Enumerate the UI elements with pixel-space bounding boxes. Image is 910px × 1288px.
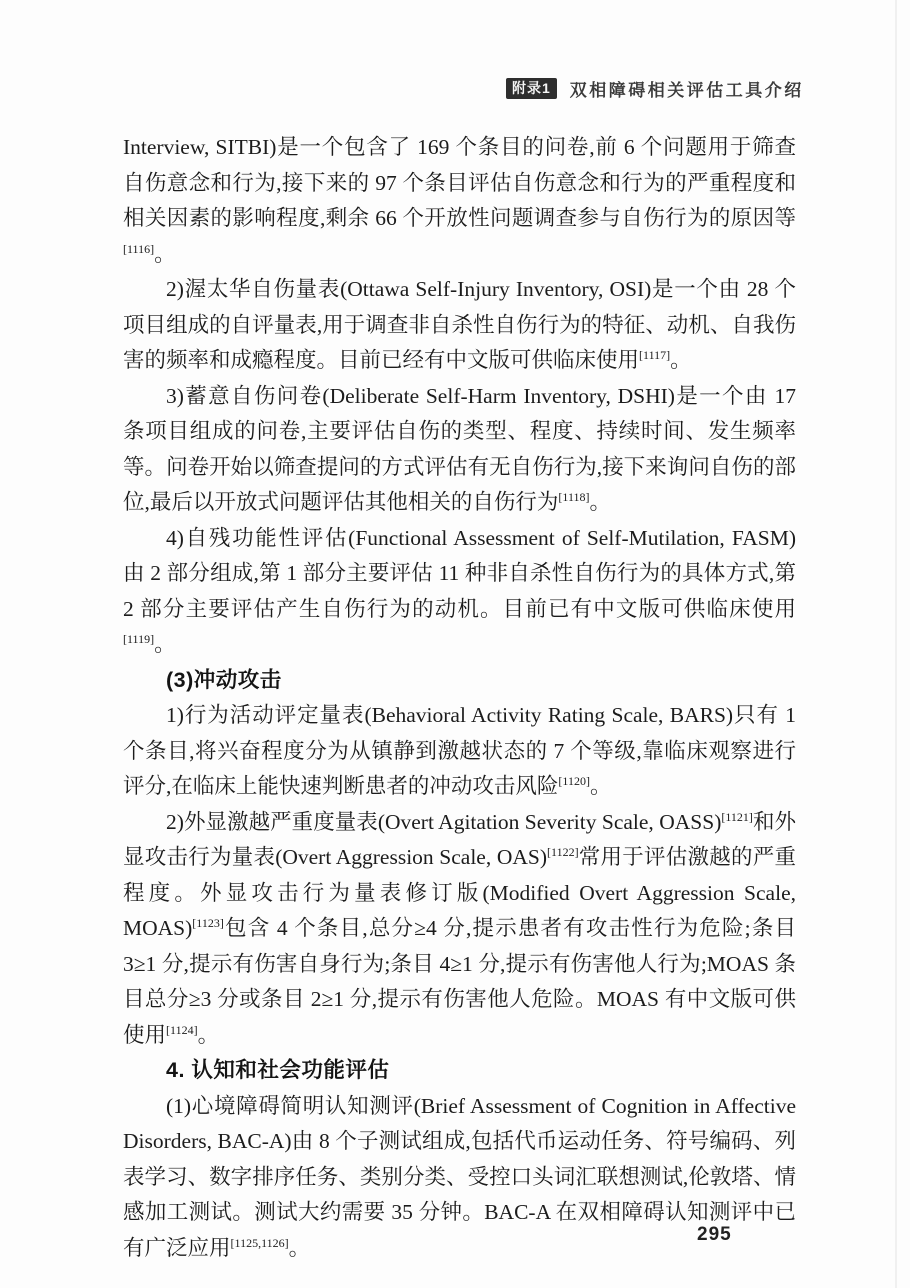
- citation-ref: [1120]: [558, 773, 590, 788]
- paragraph: Interview, SITBI)是一个包含了 169 个条目的问卷,前 6 个问题用于筛查自伤意念和行为,接下来的 97 个条目评估自伤意念和行为的严重程度和相关因素的影响程度,剩余 66 个开放性问题调查参与自伤行为的原因等[1116]。: [123, 135, 796, 266]
- paragraph: 2)渥太华自伤量表(Ottawa Self-Injury Inventory, OSI)是一个由 28 个项目组成的自评量表,用于调查非自杀性自伤行为的特征、动机、自我伤害的频率和成瘾程度。目前已经有中文版可供临床使用[1117]。: [123, 277, 796, 372]
- appendix-badge: 附录1: [506, 78, 557, 99]
- section-heading: 4. 认知和社会功能评估: [166, 1058, 390, 1082]
- paragraph: 3)蓄意自伤问卷(Deliberate Self-Harm Inventory, DSHI)是一个由 17 条项目组成的问卷,主要评估自伤的类型、程度、持续时间、发生频率等。问卷开始以筛查提问的方式评估有无自伤行为,接下来询问自伤的部位,最后以开放式问题评估其他相关的自伤行为[1118]。: [123, 383, 796, 514]
- paragraph: 2)外显激越严重度量表(Overt Agitation Severity Scale, OASS)[1121]和外显攻击行为量表(Overt Aggression Scale, OAS)[1122]常用于评估激越的严重程度。外显攻击行为量表修订版(Modified Overt Aggression Scale, MOAS)[1123]包含 4 个条目,总分≥4 分,提示患者有攻击性行为危险;条目 3≥1 分,提示有伤害自身行为;条目 4≥1 分,提示有伤害他人行为;MOAS 条目总分≥3 分或条目 2≥1 分,提示有伤害他人危险。MOAS 有中文版可供使用[1124]。: [123, 809, 796, 1047]
- paragraph: 1)行为活动评定量表(Behavioral Activity Rating Scale, BARS)只有 1 个条目,将兴奋程度分为从镇静到激越状态的 7 个等级,靠临床观察进行评分,在临床上能快速判断患者的冲动攻击风险[1120]。: [123, 703, 796, 798]
- page-header: [506, 76, 804, 101]
- citation-ref: [1116]: [123, 241, 155, 256]
- citation-ref: [1118]: [558, 489, 590, 504]
- section-heading: (3)冲动攻击: [166, 667, 282, 692]
- header-title: 双相障碍相关评估工具介绍: [569, 81, 804, 100]
- citation-ref: [1122]: [547, 844, 579, 859]
- citation-ref: [1123]: [192, 915, 224, 930]
- citation-ref: [1124]: [166, 1022, 198, 1037]
- citation-ref: [1121]: [721, 809, 753, 824]
- citation-ref: [1119]: [123, 631, 155, 646]
- page-number: 295: [697, 1224, 732, 1245]
- paragraph: (1)心境障碍简明认知测评(Brief Assessment of Cognition in Affective Disorders, BAC-A)由 8 个子测试组成,包括代币运动任务、符号编码、列表学习、数字排序任务、类别分类、受控口头词汇联想测试,伦敦塔、情感加工测试。测试大约需要 35 分钟。BAC-A 在双相障碍认知测评中已有广泛应用[1125,1126]。: [123, 1093, 796, 1260]
- paragraph: 4)自残功能性评估(Functional Assessment of Self-Mutilation, FASM)由 2 部分组成,第 1 部分主要评估 11 种非自杀性自伤行为的具体方式,第 2 部分主要评估产生自伤行为的动机。目前已有中文版可供临床使用[1119]。: [123, 525, 796, 656]
- body-text: [123, 130, 796, 1266]
- scan-edge-artifact: [895, 0, 897, 1288]
- citation-ref: [1125,1126]: [230, 1235, 289, 1250]
- citation-ref: [1117]: [639, 347, 671, 362]
